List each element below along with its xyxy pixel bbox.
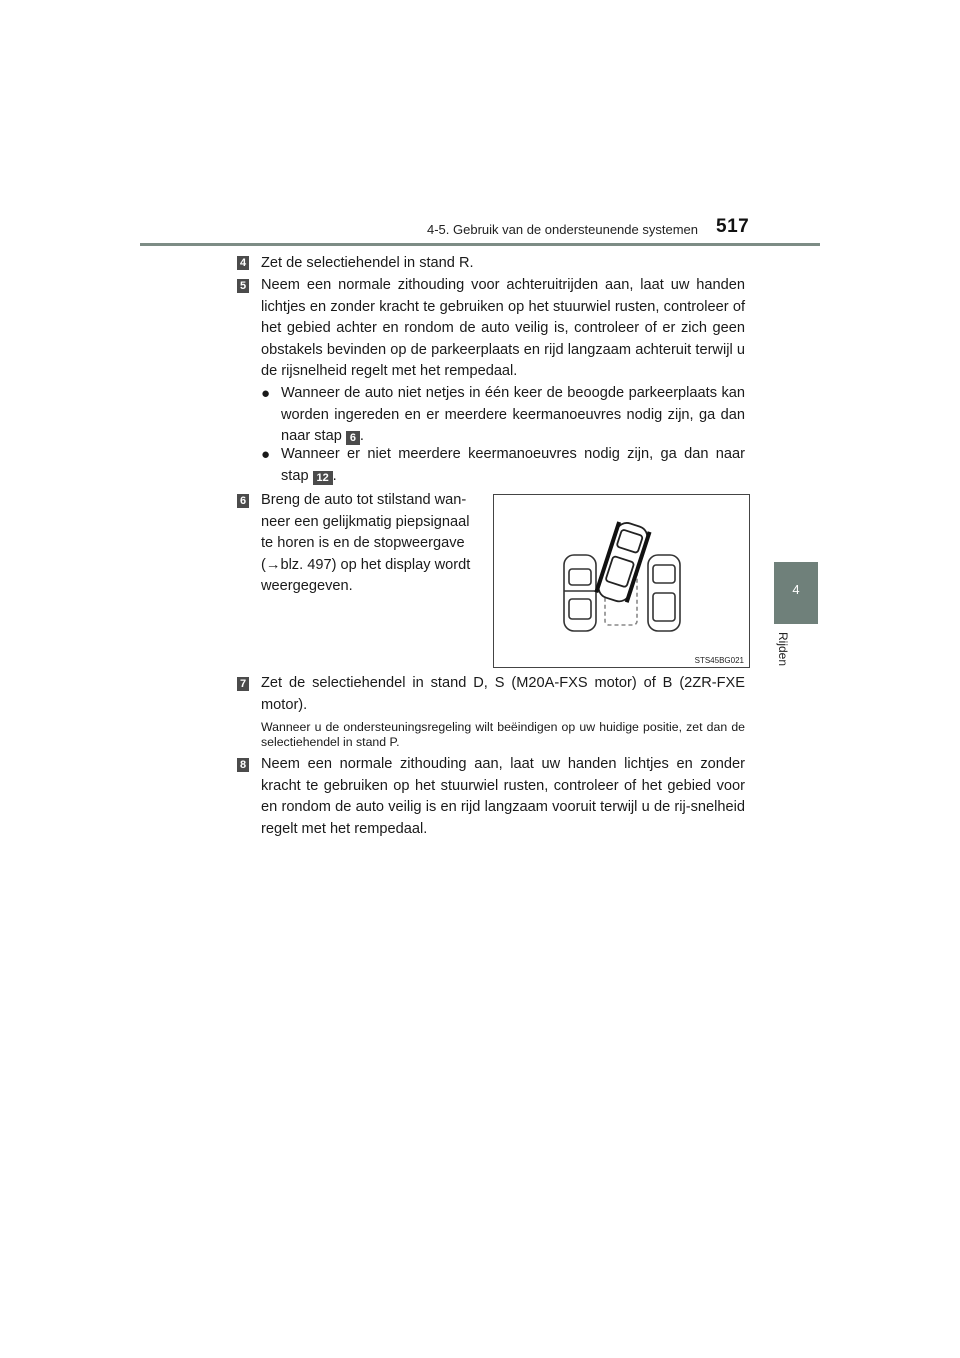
step-badge-5: 5 [237,279,249,293]
step-badge-8: 8 [237,758,249,772]
bullet-1-text-end: . [359,428,364,444]
step-6-line: te horen is en de stopweergave [261,535,465,551]
step-4-text: Zet de selectiehendel in stand R. [261,255,474,271]
page-header [0,0,960,250]
step-6-line: (→blz. 497) op het display wordt [261,556,471,573]
step-ref-6[interactable]: 6 [346,431,360,445]
header-divider [140,243,820,246]
note-text: Wanneer u de ondersteuningsregeling wilt beëindigen op uw huidige positie, zet dan de selectiehendel in stand P. [261,720,745,749]
bullet-dot: ● [261,446,271,463]
step-6-line: neer een gelijkmatig piepsignaal [261,513,470,530]
parked-car-left [564,555,596,631]
bullet-item-2 [261,444,745,488]
step-6-line: weergegeven. [261,578,353,594]
step-8-text: Neem een normale zithouding aan, laat uw handen lichtjes en zonder kracht te gebruiken op het stuurwiel rusten, controleer of het gebied voor en rondom de auto veilig is en rijd langzaam vooruit terwijl u de rij-snelheid regelt met het rempedaal. [261,756,745,837]
bullet-1-text [281,383,745,448]
figure-code: STS45BG021 [694,656,744,665]
step-7-text: Zet de selectiehendel in stand D, S (M20A-FXS motor) of B (2ZR-FXE motor). [261,675,745,713]
step-badge-7: 7 [237,677,249,691]
chapter-tab [774,562,818,622]
reversing-car [596,520,651,604]
chapter-tab-divider [774,622,818,624]
parking-illustration [493,494,750,668]
step-ref-12[interactable]: 12 [313,471,333,485]
bullet-2-text-main: Wanneer er niet meerdere keermanoeuvres nodig zijn, ga dan naar stap [281,446,745,484]
step-6-text [261,490,485,598]
chapter-label [776,632,804,692]
step-badge-4: 4 [237,256,249,270]
chapter-number: 4 [792,582,800,597]
bullet-2-text-end: . [332,467,337,484]
bullet-1-text-main: Wanneer de auto niet netjes in één keer de beoogde parkeerplaats kan worden ingereden en er meerdere keermanoeuvres nodig zijn, ga dan naar stap [281,385,745,444]
section-title: 4-5. Gebruik van de ondersteunende systemen [426,222,698,237]
parking-diagram [494,495,749,667]
bullet-dot: ● [261,385,271,402]
step-6-line: Breng de auto tot stilstand wan- [261,492,467,508]
step-badge-6: 6 [237,494,249,508]
step-5-text: Neem een normale zithouding voor achteruitrijden aan, laat uw handen lichtjes en zonder kracht te gebruiken op het stuurwiel rusten, controleer of het gebied achter en rondom de auto veilig is, controleer of er zich geen obstakels bevinden op de parkeerplaats en rijd langzaam achteruit terwijl u de rijsnelheid regelt met het rempedaal. [261,277,745,379]
chapter-label-text: Rijden [776,632,790,667]
page-number: 517 [716,216,750,237]
parked-car-right [648,555,680,631]
bullet-item-1 [261,383,745,449]
bullet-2-text [281,444,745,487]
